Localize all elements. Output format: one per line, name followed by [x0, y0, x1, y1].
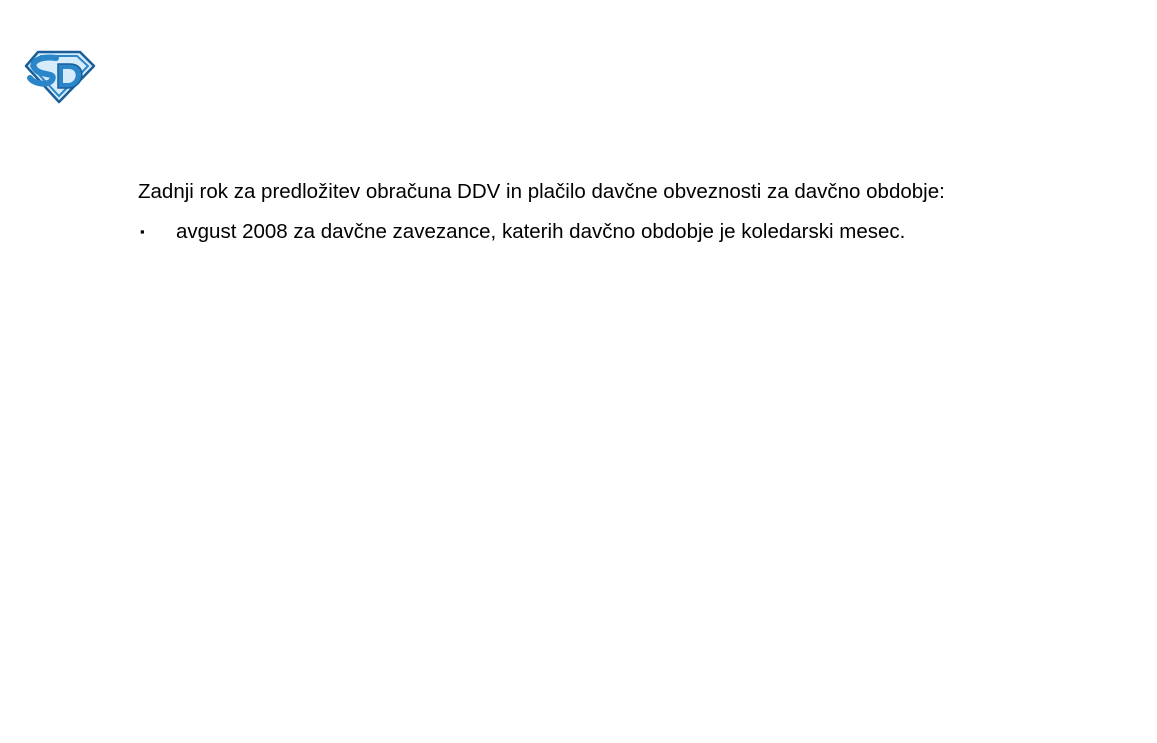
document-body	[138, 172, 1020, 252]
sd-logo	[22, 46, 96, 104]
bullet-list	[138, 212, 1020, 252]
deadline-paragraph: Zadnji rok za predložitev obračuna DDV in plačilo davčne obveznosti za davčno obdobje:	[138, 180, 945, 203]
shield-logo-icon	[22, 46, 96, 104]
square-bullet-icon: ▪	[140, 224, 145, 239]
list-item	[138, 212, 1020, 252]
list-item-text: avgust 2008 za davčne zavezance, katerih davčno obdobje je koledarski mesec.	[176, 220, 906, 243]
